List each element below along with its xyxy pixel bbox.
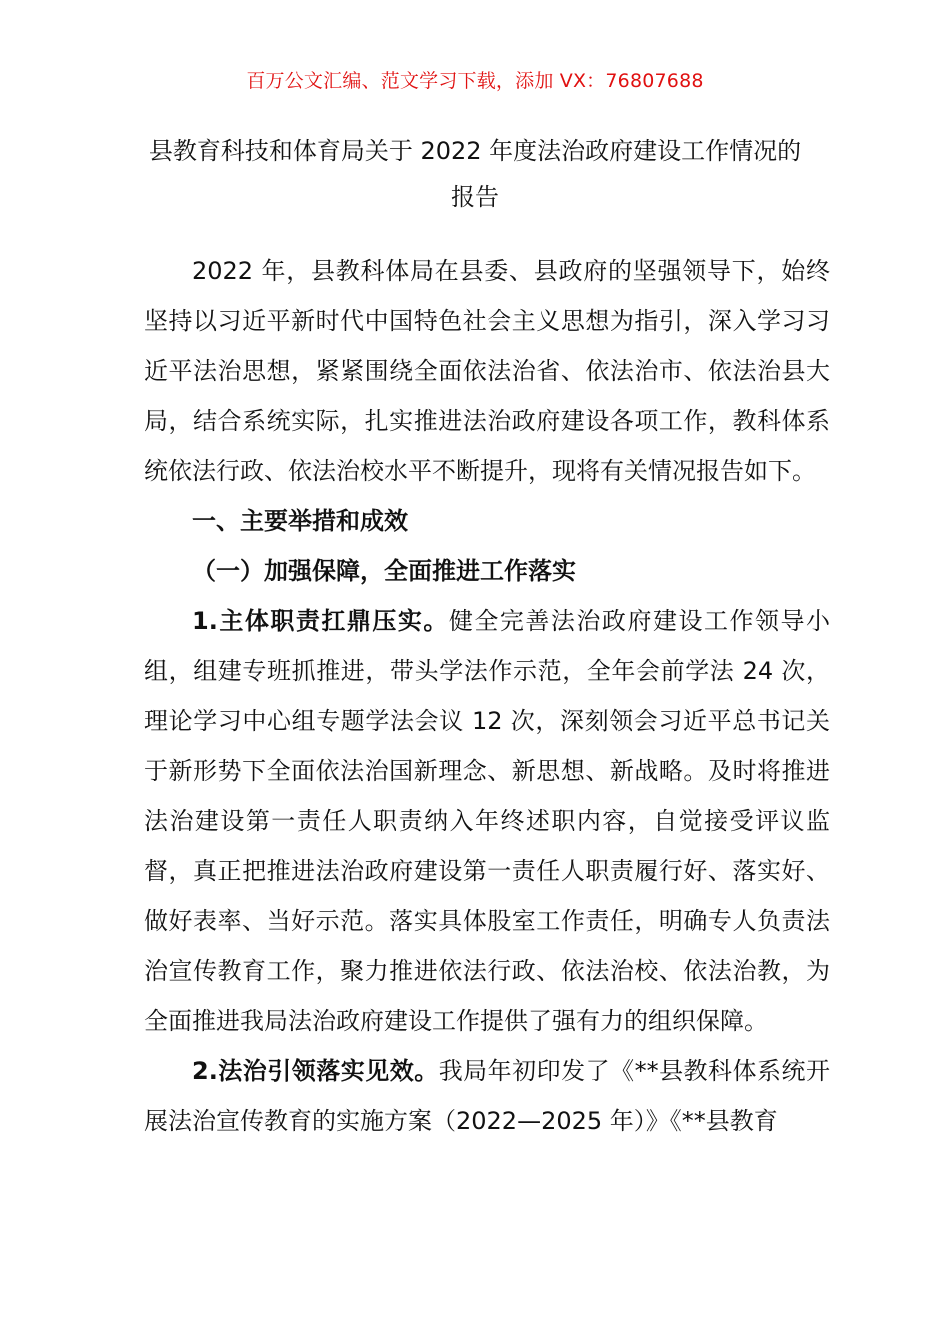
document-body bbox=[144, 246, 830, 1146]
item-2-lead: 2.法治引领落实见效。 bbox=[192, 1057, 439, 1085]
item-paragraph-2 bbox=[144, 1046, 830, 1146]
item-paragraph-1 bbox=[144, 596, 830, 1046]
item-2-text: 我局年初印发了《**县教科体系统开展法治宣传教育的实施方案（2022—2025 年）》《**县教育 bbox=[144, 1057, 830, 1135]
item-1-text: 健全完善法治政府建设工作领导小组，组建专班抓推进，带头学法作示范，全年会前学法 24 次，理论学习中心组专题学法会议 12 次，深刻领会习近平总书记关于新形势下全面依法治国新理念、新思想、新战略。及时将推进法治建设第一责任人职责纳入年终述职内容，自觉接受评议监督，真正把推进法治政府建设第一责任人职责履行好、落实好、做好表率、当好示范。落实具体股室工作责任，明确专人负责法治宣传教育工作，聚力推进依法行政、依法治校、依法治教，为全面推进我局法治政府建设工作提供了强有力的组织保障。 bbox=[144, 607, 830, 1035]
title-line-2: 报告 bbox=[451, 183, 499, 211]
subsection-heading: （一）加强保障，全面推进工作落实 bbox=[192, 557, 576, 585]
promo-banner: 百万公文汇编、范文学习下载，添加 VX：76807688 bbox=[246, 70, 704, 92]
item-1-lead: 1.主体职责扛鼎压实。 bbox=[192, 607, 449, 635]
document-title bbox=[110, 128, 840, 220]
intro-paragraph: 2022 年，县教科体局在县委、县政府的坚强领导下，始终坚持以习近平新时代中国特色社会主义思想为指引，深入学习习近平法治思想，紧紧围绕全面依法治省、依法治市、依法治县大局，结合系统实际，扎实推进法治政府建设各项工作，教科体系统依法行政、依法治校水平不断提升，现将有关情况报告如下。 bbox=[144, 257, 830, 485]
section-heading: 一、主要举措和成效 bbox=[192, 507, 408, 535]
title-line-1: 县教育科技和体育局关于 2022 年度法治政府建设工作情况的 bbox=[148, 137, 802, 165]
